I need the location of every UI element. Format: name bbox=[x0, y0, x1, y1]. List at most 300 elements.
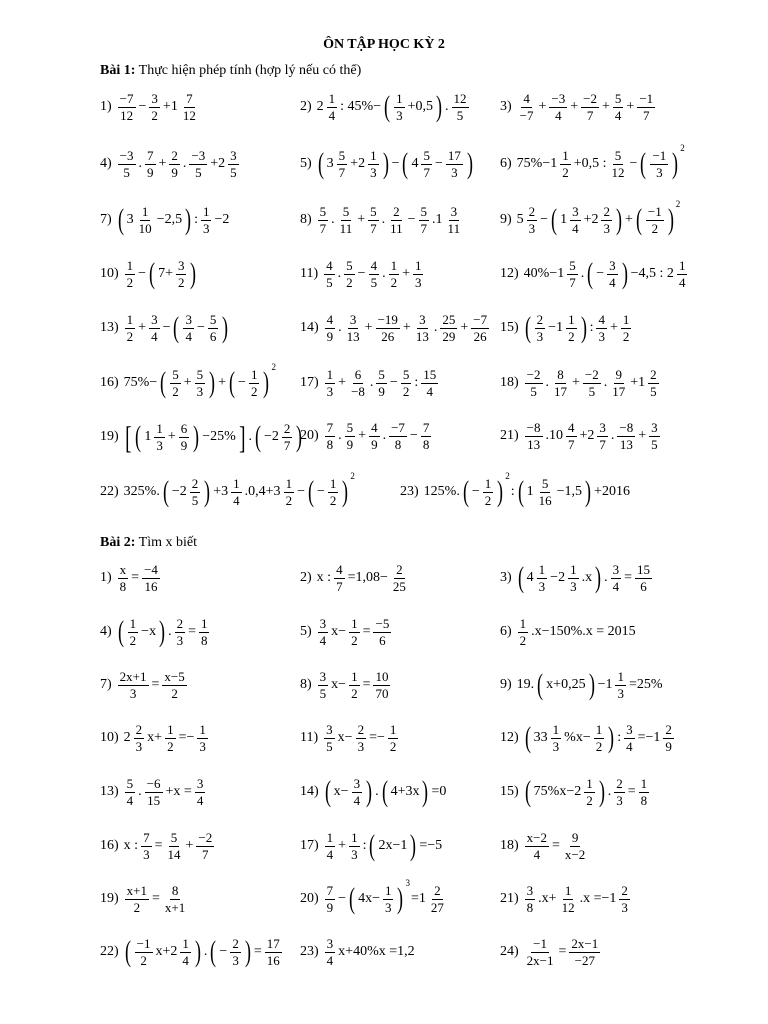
numerator: 1 bbox=[568, 312, 575, 327]
numerator: 1 bbox=[562, 148, 569, 163]
exercise-item bbox=[300, 777, 447, 807]
math-text: : bbox=[617, 730, 622, 746]
math-text: x− bbox=[333, 784, 349, 800]
math-text: +2016 bbox=[594, 484, 630, 500]
math-text: . bbox=[433, 320, 438, 336]
numerator: −2 bbox=[584, 367, 599, 382]
denominator: 7 bbox=[420, 220, 428, 236]
parenthesis: ) bbox=[598, 775, 605, 809]
numerator: 2 bbox=[665, 722, 672, 737]
exercise-number: 2) bbox=[300, 570, 312, 586]
exercise-number: 5) bbox=[300, 624, 312, 640]
fraction bbox=[648, 368, 659, 398]
numerator: 4 bbox=[370, 258, 378, 273]
denominator: 3 bbox=[538, 578, 546, 594]
fraction bbox=[413, 259, 424, 289]
exercise-item bbox=[100, 937, 284, 967]
math-text: + bbox=[402, 320, 411, 336]
math-text: 2 bbox=[316, 99, 324, 115]
numerator: 3 bbox=[326, 936, 334, 951]
denominator: 4 bbox=[326, 952, 334, 968]
numerator: −6 bbox=[146, 776, 161, 791]
denominator: 5 bbox=[588, 383, 596, 399]
numerator: 2 bbox=[536, 312, 544, 327]
numerator: 3 bbox=[609, 258, 616, 273]
denominator: 2 bbox=[568, 328, 575, 344]
math-expression bbox=[323, 368, 441, 398]
math-text: x : bbox=[316, 570, 332, 586]
numerator: 1 bbox=[250, 367, 258, 382]
exponent: 2 bbox=[350, 471, 355, 481]
math-text: .1 bbox=[432, 212, 443, 228]
fraction bbox=[525, 421, 543, 451]
exercise-item bbox=[100, 362, 276, 400]
numerator: 1 bbox=[351, 830, 358, 845]
denominator: 26 bbox=[381, 328, 395, 344]
exercise-number: 23) bbox=[300, 944, 319, 960]
exercise-item bbox=[500, 143, 685, 181]
math-text: . bbox=[382, 428, 387, 444]
fraction bbox=[118, 92, 136, 122]
denominator: 9 bbox=[371, 436, 378, 452]
numerator: −8 bbox=[619, 420, 634, 435]
fraction bbox=[349, 617, 360, 647]
numerator: 7 bbox=[326, 883, 334, 898]
math-text: =25% bbox=[628, 677, 663, 693]
numerator: 1 bbox=[617, 669, 624, 684]
fraction bbox=[318, 205, 329, 235]
math-text: =− bbox=[369, 730, 385, 746]
numerator: 5 bbox=[402, 367, 410, 382]
math-text: + bbox=[167, 429, 176, 444]
math-text: . bbox=[545, 375, 550, 391]
math-text: 4x− bbox=[358, 891, 380, 907]
math-text: x− bbox=[331, 677, 347, 693]
parenthesis: ) bbox=[194, 935, 201, 969]
denominator: 2x−1 bbox=[526, 952, 554, 968]
fraction bbox=[149, 313, 160, 343]
math-text: . bbox=[248, 429, 252, 444]
denominator: 7 bbox=[586, 107, 594, 123]
parenthesis: ) bbox=[193, 420, 200, 453]
denominator: 4 bbox=[328, 107, 336, 123]
math-text: − bbox=[297, 484, 305, 500]
fraction bbox=[324, 259, 335, 289]
numerator: 2 bbox=[283, 420, 291, 436]
numerator: 2 bbox=[616, 776, 623, 791]
numerator: 15 bbox=[423, 367, 437, 382]
numerator: 1 bbox=[156, 420, 163, 436]
parenthesis: ) bbox=[595, 561, 602, 595]
exercise-item bbox=[100, 471, 355, 509]
denominator: 4 bbox=[233, 492, 240, 508]
exercise-number: 17) bbox=[300, 838, 319, 854]
denominator: 2 bbox=[140, 952, 147, 968]
math-expression bbox=[323, 878, 448, 916]
numerator: 2 bbox=[357, 722, 365, 737]
parenthesis: ( bbox=[324, 775, 331, 809]
math-expression bbox=[316, 563, 410, 593]
math-text: + bbox=[460, 320, 469, 336]
math-text: .x−150%.x = 2015 bbox=[531, 624, 636, 640]
denominator: 3 bbox=[414, 274, 422, 290]
math-expression bbox=[123, 313, 231, 343]
math-text: − bbox=[338, 891, 347, 907]
parenthesis: ( bbox=[160, 366, 167, 400]
denominator: 3 bbox=[196, 383, 204, 399]
numerator: 3 bbox=[319, 616, 327, 631]
fraction bbox=[195, 368, 206, 398]
math-text: 3 bbox=[326, 156, 334, 172]
denominator: 12 bbox=[561, 899, 575, 915]
numerator: x bbox=[119, 562, 127, 577]
fraction bbox=[537, 563, 548, 593]
math-text: +2 bbox=[579, 428, 595, 444]
fraction bbox=[337, 149, 348, 179]
fraction bbox=[368, 205, 379, 235]
denominator: 12 bbox=[611, 164, 625, 180]
math-text: . bbox=[580, 266, 585, 282]
fraction bbox=[619, 884, 630, 914]
parenthesis: ( bbox=[117, 615, 124, 649]
denominator: 14 bbox=[167, 846, 181, 862]
denominator: x−2 bbox=[564, 846, 586, 862]
denominator: 5 bbox=[651, 436, 658, 452]
fraction bbox=[637, 92, 655, 122]
math-text: 1 bbox=[560, 212, 568, 228]
numerator: 5 bbox=[346, 258, 353, 273]
denominator: 13 bbox=[346, 328, 360, 344]
math-text: 19. bbox=[516, 677, 535, 693]
numerator: 5 bbox=[614, 91, 622, 106]
math-text: . bbox=[138, 784, 142, 800]
denominator: 9 bbox=[346, 436, 354, 452]
math-expression bbox=[116, 149, 241, 179]
math-text: . bbox=[331, 212, 335, 228]
denominator: −8 bbox=[351, 383, 365, 399]
math-text: +2 bbox=[210, 156, 226, 172]
numerator: 1 bbox=[351, 616, 358, 631]
exponent: 2 bbox=[271, 362, 276, 372]
denominator: 2 bbox=[171, 685, 178, 701]
math-text: − bbox=[391, 156, 400, 172]
numerator: 4 bbox=[371, 420, 378, 435]
math-text: − bbox=[471, 484, 480, 500]
denominator: 2 bbox=[167, 738, 174, 754]
exponent: 2 bbox=[675, 199, 681, 209]
math-text: . bbox=[610, 428, 615, 444]
parenthesis: ) bbox=[615, 203, 622, 237]
denominator: 8 bbox=[526, 899, 534, 915]
fraction bbox=[125, 313, 136, 343]
math-expression bbox=[323, 421, 434, 451]
exercise-number: 18) bbox=[500, 838, 519, 854]
exercise-number: 6) bbox=[500, 624, 512, 640]
denominator: 7 bbox=[643, 107, 650, 123]
exercise-number: 11) bbox=[300, 730, 319, 746]
numerator: 1 bbox=[182, 936, 189, 951]
denominator: 3 bbox=[552, 738, 560, 754]
math-expression bbox=[123, 937, 284, 967]
math-text: − bbox=[219, 944, 228, 960]
denominator: 9 bbox=[665, 738, 672, 754]
math-text: .0,4+3 bbox=[244, 484, 281, 500]
math-text: + bbox=[624, 212, 633, 228]
fraction bbox=[421, 149, 432, 179]
math-text: .x =−1 bbox=[579, 891, 617, 907]
denominator: 4 bbox=[678, 274, 686, 290]
math-expression bbox=[316, 205, 464, 235]
fraction bbox=[141, 831, 152, 861]
exercise-item bbox=[500, 259, 689, 289]
denominator: 2 bbox=[389, 738, 397, 754]
math-expression bbox=[323, 937, 416, 967]
numerator: 4 bbox=[568, 420, 575, 435]
math-expression bbox=[123, 259, 199, 289]
fraction bbox=[125, 259, 136, 289]
exercise-item bbox=[500, 884, 632, 914]
bracket: [ bbox=[124, 419, 132, 455]
denominator: 3 bbox=[528, 220, 536, 236]
math-text: −2 bbox=[171, 484, 187, 500]
numerator: 5 bbox=[423, 148, 430, 163]
denominator: 3 bbox=[351, 846, 358, 862]
fraction bbox=[401, 368, 412, 398]
denominator: 15 bbox=[147, 792, 161, 808]
fraction bbox=[201, 205, 212, 235]
exercise-item bbox=[100, 259, 198, 289]
math-text: + bbox=[138, 320, 147, 336]
fraction bbox=[421, 421, 432, 451]
fraction bbox=[446, 205, 463, 235]
numerator: 5 bbox=[196, 367, 204, 382]
math-expression bbox=[316, 617, 394, 647]
numerator: x+1 bbox=[126, 883, 148, 898]
fraction bbox=[149, 92, 160, 122]
numerator: 17 bbox=[447, 148, 461, 163]
fraction bbox=[376, 313, 400, 343]
denominator: 4 bbox=[533, 846, 541, 862]
denominator: 3 bbox=[156, 437, 163, 453]
denominator: 13 bbox=[415, 328, 429, 344]
parenthesis: ) bbox=[209, 366, 216, 400]
fraction bbox=[325, 368, 336, 398]
math-text: 1 bbox=[526, 484, 534, 500]
math-text: − bbox=[596, 266, 605, 282]
denominator: 9 bbox=[180, 437, 188, 453]
math-text: x+ bbox=[147, 730, 163, 746]
math-text: x+0,25 bbox=[546, 677, 586, 693]
denominator: 10 bbox=[138, 220, 152, 236]
exercise-number: 12) bbox=[500, 730, 519, 746]
math-text: − bbox=[540, 212, 549, 228]
fraction bbox=[118, 563, 129, 593]
fraction bbox=[525, 368, 543, 398]
parenthesis: ( bbox=[254, 420, 261, 453]
math-text: 75%x−2 bbox=[533, 784, 582, 800]
parenthesis: ( bbox=[135, 420, 142, 453]
numerator: 4 bbox=[326, 312, 334, 327]
parenthesis: ( bbox=[384, 90, 391, 124]
fraction bbox=[611, 563, 622, 593]
fraction bbox=[318, 670, 329, 700]
denominator: 2 bbox=[390, 274, 398, 290]
math-expression bbox=[123, 777, 208, 807]
math-expression bbox=[523, 937, 603, 967]
fraction bbox=[169, 149, 180, 179]
math-text: − bbox=[138, 266, 147, 282]
fraction bbox=[610, 368, 627, 398]
parenthesis: ( bbox=[551, 203, 558, 237]
fraction bbox=[525, 937, 556, 967]
math-text: −1 bbox=[597, 677, 613, 693]
math-text: − bbox=[196, 320, 205, 336]
denominator: 4 bbox=[196, 792, 204, 808]
denominator: 8 bbox=[394, 436, 402, 452]
exercise-item bbox=[300, 617, 393, 647]
numerator: 7 bbox=[186, 91, 193, 106]
math-text: + bbox=[357, 212, 366, 228]
fraction bbox=[325, 831, 336, 861]
numerator: 3 bbox=[196, 776, 204, 791]
exercise-item bbox=[100, 313, 230, 343]
math-text: . bbox=[138, 156, 143, 172]
exercise-number: 1) bbox=[100, 99, 112, 115]
fraction bbox=[125, 884, 149, 914]
parenthesis: ( bbox=[402, 147, 409, 181]
numerator: 1 bbox=[326, 830, 334, 845]
denominator: 6 bbox=[209, 328, 217, 344]
parenthesis: ( bbox=[229, 366, 236, 400]
math-text: =− bbox=[178, 730, 195, 746]
parenthesis: ( bbox=[149, 257, 156, 291]
fraction bbox=[349, 670, 360, 700]
fraction bbox=[617, 421, 635, 451]
fraction bbox=[325, 313, 336, 343]
denominator: 4 bbox=[151, 328, 158, 344]
math-text: : bbox=[362, 838, 367, 854]
fraction bbox=[325, 937, 336, 967]
numerator: 5 bbox=[541, 476, 549, 491]
fraction bbox=[349, 831, 360, 861]
denominator: 8 bbox=[326, 436, 334, 452]
numerator: 4 bbox=[523, 91, 530, 106]
fraction bbox=[613, 92, 624, 122]
fraction bbox=[344, 259, 355, 289]
fraction bbox=[471, 313, 489, 343]
fraction bbox=[231, 477, 242, 507]
math-text: . bbox=[382, 266, 386, 282]
math-expression bbox=[123, 471, 355, 509]
fraction bbox=[569, 937, 600, 967]
numerator: 1 bbox=[126, 258, 134, 273]
fraction bbox=[369, 421, 380, 451]
math-text: = bbox=[362, 624, 371, 640]
numerator: 1 bbox=[285, 476, 293, 491]
numerator: 1 bbox=[167, 722, 174, 737]
math-text: + bbox=[218, 375, 227, 391]
math-expression bbox=[316, 149, 475, 179]
exercise-item bbox=[100, 723, 210, 753]
denominator: 3 bbox=[176, 632, 184, 648]
numerator: 8 bbox=[557, 367, 564, 382]
exercise-item bbox=[100, 205, 230, 235]
fraction bbox=[446, 149, 463, 179]
denominator: 6 bbox=[379, 632, 386, 648]
math-expression bbox=[516, 670, 664, 700]
denominator: 3 bbox=[570, 578, 577, 594]
numerator: 2 bbox=[191, 476, 199, 491]
denominator: 2 bbox=[351, 685, 358, 701]
parenthesis: ( bbox=[173, 311, 180, 345]
math-text: =0 bbox=[431, 784, 447, 800]
denominator: 4 bbox=[353, 792, 361, 808]
fraction bbox=[345, 421, 356, 451]
denominator: 3 bbox=[617, 685, 624, 701]
numerator: 1 bbox=[384, 883, 392, 898]
numerator: 3 bbox=[651, 420, 658, 435]
denominator: 27 bbox=[430, 899, 444, 915]
math-text: −2 bbox=[263, 429, 279, 444]
denominator: 8 bbox=[422, 436, 430, 452]
math-text: +2 bbox=[350, 156, 366, 172]
exercise-item bbox=[500, 617, 637, 647]
denominator: 2 bbox=[351, 632, 358, 648]
math-expression bbox=[323, 313, 491, 343]
math-text: =−5 bbox=[419, 838, 443, 854]
math-text: 7+ bbox=[158, 266, 173, 282]
exercise-item bbox=[300, 670, 392, 700]
exercise-item bbox=[500, 313, 633, 343]
exercise-number: 22) bbox=[100, 944, 119, 960]
math-text: = bbox=[552, 838, 560, 854]
denominator: 5 bbox=[650, 383, 657, 399]
parenthesis: ( bbox=[640, 147, 647, 181]
math-text: − bbox=[162, 320, 171, 336]
numerator: 1 bbox=[199, 722, 206, 737]
denominator: 4 bbox=[126, 792, 134, 808]
math-text: − bbox=[238, 375, 246, 391]
exercise-number: 19) bbox=[100, 429, 119, 444]
math-text: . bbox=[445, 99, 449, 115]
exercise-item bbox=[300, 563, 410, 593]
fraction bbox=[208, 313, 219, 343]
denominator: 3 bbox=[143, 846, 150, 862]
fraction bbox=[560, 149, 571, 179]
fraction bbox=[518, 92, 536, 122]
parenthesis: ( bbox=[307, 475, 314, 509]
fraction bbox=[134, 723, 145, 753]
math-expression bbox=[123, 421, 305, 453]
numerator: 1 bbox=[233, 476, 240, 491]
exercise-item bbox=[300, 313, 491, 343]
numerator: 2 bbox=[603, 204, 610, 219]
math-text: 40%−1 bbox=[523, 266, 565, 282]
exercise-number: 21) bbox=[500, 428, 519, 444]
math-text: 4+3x bbox=[390, 784, 420, 800]
fraction bbox=[391, 563, 408, 593]
exercise-number: 4) bbox=[100, 156, 112, 172]
numerator: 7 bbox=[143, 830, 150, 845]
fraction bbox=[282, 422, 293, 452]
parenthesis: ) bbox=[342, 475, 349, 509]
exercise-number: 1) bbox=[100, 570, 112, 586]
math-expression bbox=[523, 313, 634, 343]
fraction bbox=[176, 259, 187, 289]
exercise-number: 17) bbox=[300, 375, 319, 391]
numerator: −7 bbox=[391, 420, 405, 435]
math-text: 4 bbox=[526, 570, 534, 586]
